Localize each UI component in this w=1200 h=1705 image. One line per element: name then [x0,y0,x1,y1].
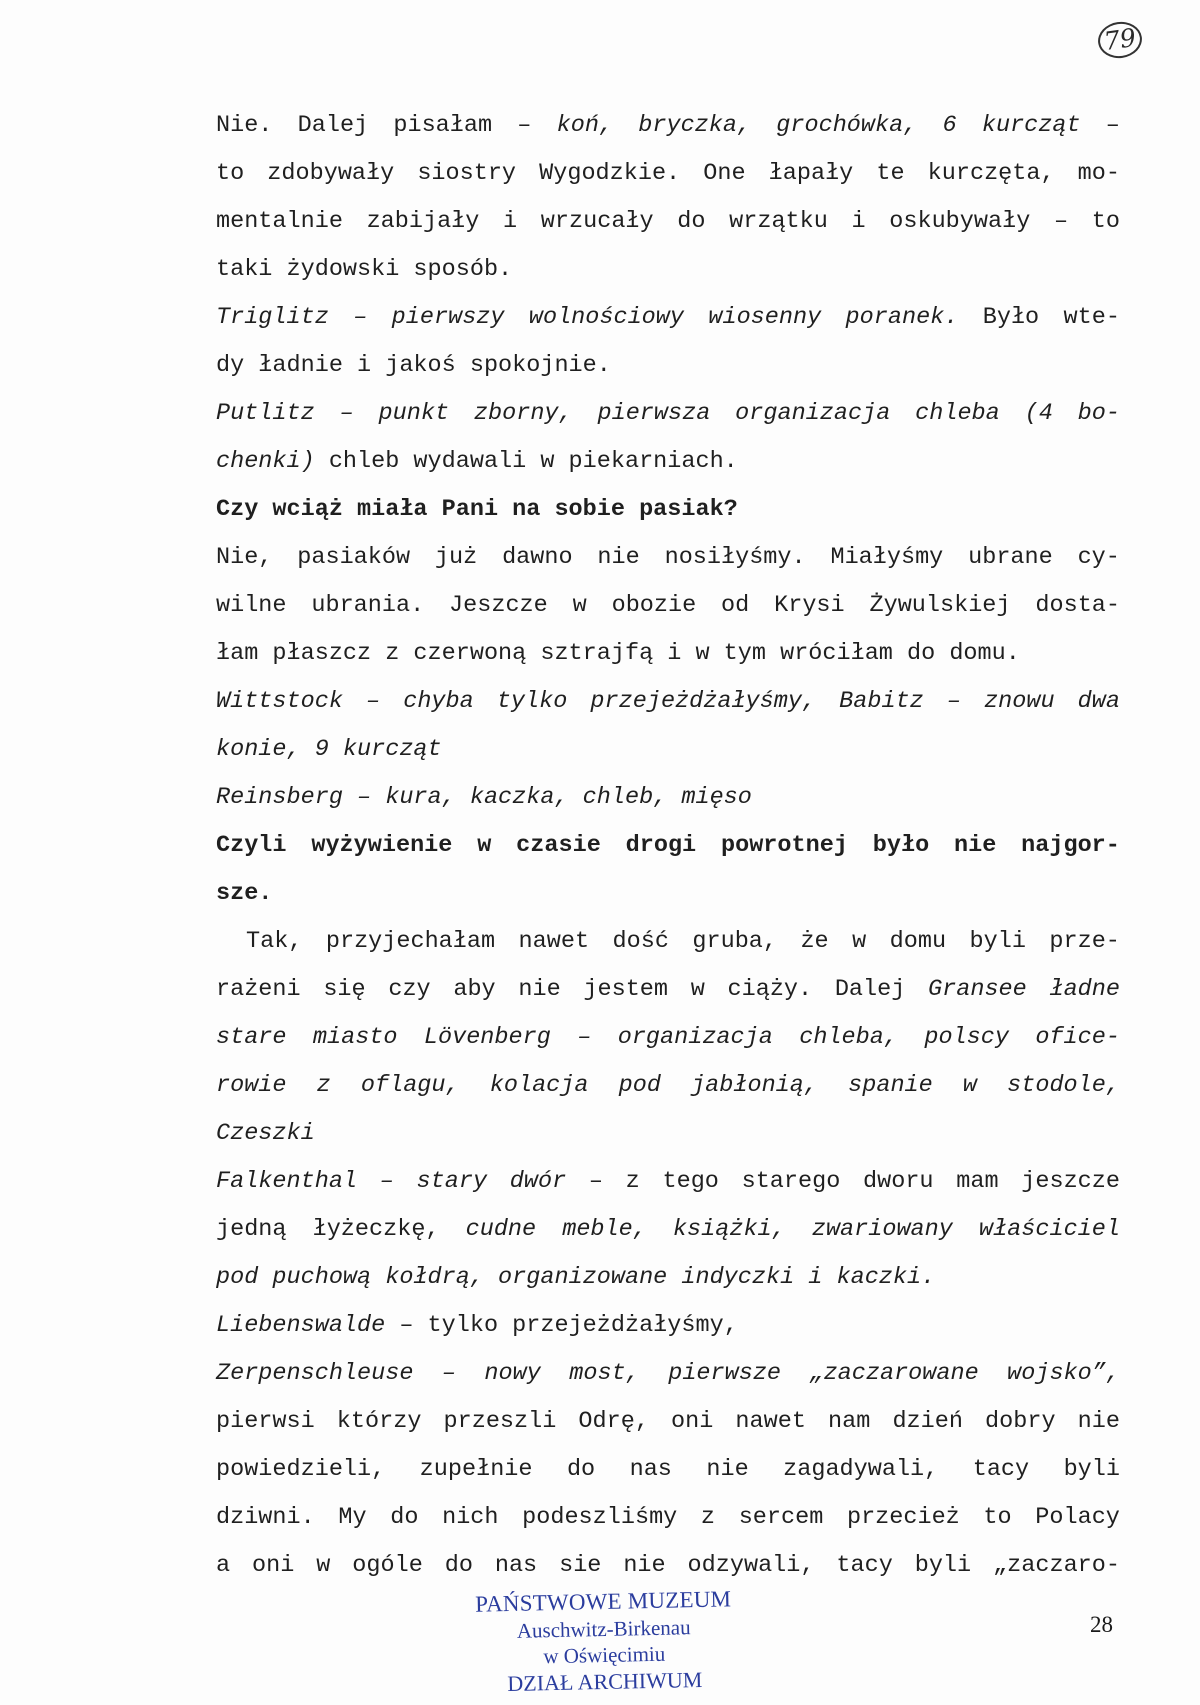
word: Polacy [1021,1504,1120,1531]
word: byli [900,1552,972,1579]
word: najgor- [1007,832,1120,859]
word: spanie [834,1072,933,1099]
word: Odrę, [564,1408,649,1435]
text-line [216,1302,1120,1350]
word: łapały [754,160,854,187]
text-line [216,1014,1120,1062]
text-line [216,438,1120,486]
word: most, [555,1360,640,1387]
word: dawno [487,544,573,571]
text-line [216,966,1120,1014]
word: pisałam [379,112,493,139]
word: kurczęta, [913,160,1055,187]
word: przecież [832,1504,960,1531]
text-line [216,1062,1120,1110]
word: dziwni. [216,1504,315,1531]
word: łyżeczkę, [298,1216,440,1243]
text-line: łam płaszcz z czerwoną sztrajfą i w tym wróciłam do domu. [216,640,1020,667]
text-line [216,534,1120,582]
word: w [558,592,587,619]
word: siostry [403,160,517,187]
text-line: konie, 9 kurcząt [216,736,442,763]
text-line [216,1158,1120,1206]
archive-stamp [453,1585,755,1699]
word: znowu [969,688,1055,715]
word: bryczka, [624,112,752,139]
word: zwariowany [797,1216,953,1243]
interview-question: sze. [216,880,273,907]
word: „zaczaro- [978,1552,1120,1579]
word: w [302,1552,331,1579]
word: a [216,1552,231,1579]
word: do [430,1552,473,1579]
word: Miałyśmy [816,544,944,571]
word: Wittstock [216,688,343,715]
word: nam [813,1408,871,1435]
word: pierwsza [583,400,711,427]
word: do [552,1456,596,1483]
word: oni [656,1408,714,1435]
text-line [216,1542,1120,1590]
word: ciąży. [713,976,813,1003]
word: w [463,832,492,859]
word: wojsko”, [993,1360,1120,1387]
word: Falkenthal [216,1168,358,1195]
text-line: taki żydowski sposób. [216,256,513,283]
word: zborny, [459,400,573,427]
word: nich [427,1504,499,1531]
word: organizacja [721,400,891,427]
folio-number: 79 [1096,19,1145,61]
word: pierwsze [654,1360,782,1387]
text-line [216,102,1120,150]
word: powrotnej [706,832,848,859]
word: od [706,592,750,619]
word: (4 [1010,400,1053,427]
word: mentalnie [216,208,343,235]
interview-question: Czy wciąż miała Pani na sobie pasiak? [216,496,738,523]
word: jabłonią, [676,1072,818,1099]
word: rażeni [216,976,301,1003]
word: czy [374,976,431,1003]
word: zagadywali, [769,1456,939,1483]
word: tego [648,1168,719,1195]
word: – [932,688,961,715]
word: książki, [658,1216,786,1243]
word: którzy [322,1408,422,1435]
text-line: Reinsberg – kura, kaczka, chleb, mięso [216,784,752,811]
word: gruba, [678,928,777,955]
word: nie [939,832,997,859]
word: cudne [451,1216,537,1243]
text-line [216,1494,1120,1542]
stamp-line: Auschwitz-Birkenau [516,1615,691,1643]
word: chyba [389,688,474,715]
word: Czyli [216,832,287,859]
word: – [1091,112,1120,139]
word: nas [480,1552,538,1579]
word: Żywulskiej [855,592,1011,619]
word: Wygodzkie. [525,160,681,187]
word: wrzucały [526,208,654,235]
word: Liebenswalde [216,1312,386,1339]
word: aby [439,976,496,1003]
word: meble, [548,1216,647,1243]
word: jedną [216,1216,287,1243]
word: domu [875,928,947,955]
word: oflagu, [346,1072,460,1099]
word: to [216,160,245,187]
word: – [339,304,368,331]
word: kurcząt [967,112,1081,139]
text-line: pod puchową kołdrą, organizowane indyczki i kaczki. [216,1264,936,1291]
word: Jeszcze [434,592,548,619]
stamp-line: DZIAŁ ARCHIWUM [507,1666,703,1697]
word: byli [955,928,1026,955]
word: przyjechałam [311,928,496,955]
word: Babitz [825,688,924,715]
word: czasie [502,832,601,859]
word: dość [598,928,669,955]
word: Tak, [246,928,303,955]
word: 6 [928,112,957,139]
word: rowie [216,1072,287,1099]
word: koń, [542,112,614,139]
word: cy- [1063,544,1120,571]
word: Nie, [216,544,273,571]
word: – [563,1024,592,1051]
page-number: 28 [1090,1612,1113,1637]
word: przejeżdżałyśmy, [576,688,817,715]
word: stary [402,1168,488,1195]
word: pierwsi [216,1408,315,1435]
word: z [302,1072,331,1099]
text-line [216,1398,1120,1446]
word: ubrane [954,544,1053,571]
word: kolacja [475,1072,589,1099]
word: tylko [482,688,568,715]
word: z [611,1168,640,1195]
word: dzień [878,1408,963,1435]
word: przeszli [429,1408,557,1435]
word: właściciel [964,1216,1120,1243]
word: to [1077,208,1120,235]
word: nowy [470,1360,541,1387]
word: Dalej [820,976,906,1003]
word: ładne [1035,976,1120,1003]
word: Krysi [760,592,845,619]
word: dwa [1063,688,1120,715]
word: chleb wydawali w piekarniach. [314,448,738,475]
word: poranek. [831,304,959,331]
body-text [216,102,1120,1590]
word: pod [604,1072,661,1099]
word: – tylko przejeżdżałyśmy, [385,1312,738,1339]
interview-question [216,822,1120,870]
word: dworu [848,1168,934,1195]
word: – [1039,208,1069,235]
word: nie [504,976,561,1003]
word: One [689,160,746,187]
word: i [488,208,518,235]
word: ogóle [338,1552,423,1579]
word: nawet [721,1408,806,1435]
word: drogi [611,832,697,859]
text-line [216,678,1120,726]
text-line: dy ładnie i jakoś spokojnie. [216,352,611,379]
word: Putlitz [216,400,315,427]
word: nie [1063,1408,1120,1435]
word: pierwszy [377,304,505,331]
text-line [216,1206,1120,1254]
text-line [216,150,1120,198]
word: zdobywały [253,160,395,187]
word: zupełnie [405,1456,533,1483]
word: tacy [822,1552,893,1579]
word: organizacja [603,1024,773,1051]
word: w [948,1072,977,1099]
word: wte- [1049,304,1120,331]
word: nie [583,544,640,571]
word: nie [692,1456,749,1483]
word: to [969,1504,1012,1531]
word: Triglitz [216,304,329,331]
word: My [324,1504,367,1531]
text-line [216,918,1120,966]
word: te [862,160,905,187]
word: chleba, [785,1024,898,1051]
word: dosta- [1021,592,1120,619]
word: z [686,1504,716,1531]
word: w [676,976,705,1003]
word: nas [615,1456,672,1483]
word: zabijały [352,208,480,235]
word: tacy [958,1456,1030,1483]
word: grochówka, [762,112,918,139]
word: wiosenny [694,304,822,331]
word: – [427,1360,456,1387]
word: wrzątku [715,208,828,235]
word: Dalej [283,112,369,139]
word: wolnościowy [514,304,684,331]
word: już [420,544,478,571]
word: chleba [901,400,1000,427]
word: – [503,112,532,139]
word: nie [609,1552,666,1579]
word: oni [237,1552,295,1579]
word: że [786,928,829,955]
word: punkt [364,400,450,427]
word: stodole, [993,1072,1120,1099]
stamp-line: w Oświęcimiu [543,1641,666,1669]
word: Lövenberg [409,1024,551,1051]
word: powiedzieli, [216,1456,386,1483]
word: sercem [724,1504,824,1531]
word: – [325,400,354,427]
text-line: Czeszki [216,1120,315,1147]
word: jeszcze [1007,1168,1120,1195]
word: do [663,208,706,235]
word: do [376,1504,419,1531]
text-line [216,1446,1120,1494]
word: obozie [597,592,697,619]
word: nawet [504,928,590,955]
text-line [216,582,1120,630]
word: mo- [1063,160,1120,187]
stamp-line: PAŃSTWOWE MUZEUM [474,1586,732,1617]
word: stare [216,1024,287,1051]
text-line [216,390,1120,438]
word: bo- [1063,400,1120,427]
word: jestem [569,976,668,1003]
word: starego [727,1168,841,1195]
word: mam [942,1168,999,1195]
word: pasiaków [283,544,411,571]
word: się [309,976,366,1003]
word: nosiłyśmy. [650,544,806,571]
word: Było [968,304,1040,331]
word: polscy [910,1024,1009,1051]
word: Zerpenschleuse [216,1360,414,1387]
word: chenki) [216,448,315,475]
word: dobry [970,1408,1056,1435]
word: odzywali, [673,1552,815,1579]
word: miasto [298,1024,398,1051]
word: prze- [1035,928,1120,955]
word: Gransee [913,976,1027,1003]
word: – [365,1168,394,1195]
word: dwór [495,1168,567,1195]
word: było [858,832,930,859]
text-line [216,294,1120,342]
word: byli [1049,1456,1120,1483]
text-line [216,1350,1120,1398]
word: wilne [216,592,287,619]
word: „zaczarowane [795,1360,979,1387]
word: ofice- [1021,1024,1120,1051]
word: ubrania. [297,592,425,619]
word: oskubywały [875,208,1031,235]
text-line [216,198,1120,246]
word: w [838,928,867,955]
word: – [574,1168,603,1195]
word: podeszliśmy [508,1504,678,1531]
word: – [351,688,381,715]
word: wyżywienie [297,832,453,859]
word: sie [544,1552,602,1579]
word: Nie. [216,112,273,139]
word: i [837,208,866,235]
